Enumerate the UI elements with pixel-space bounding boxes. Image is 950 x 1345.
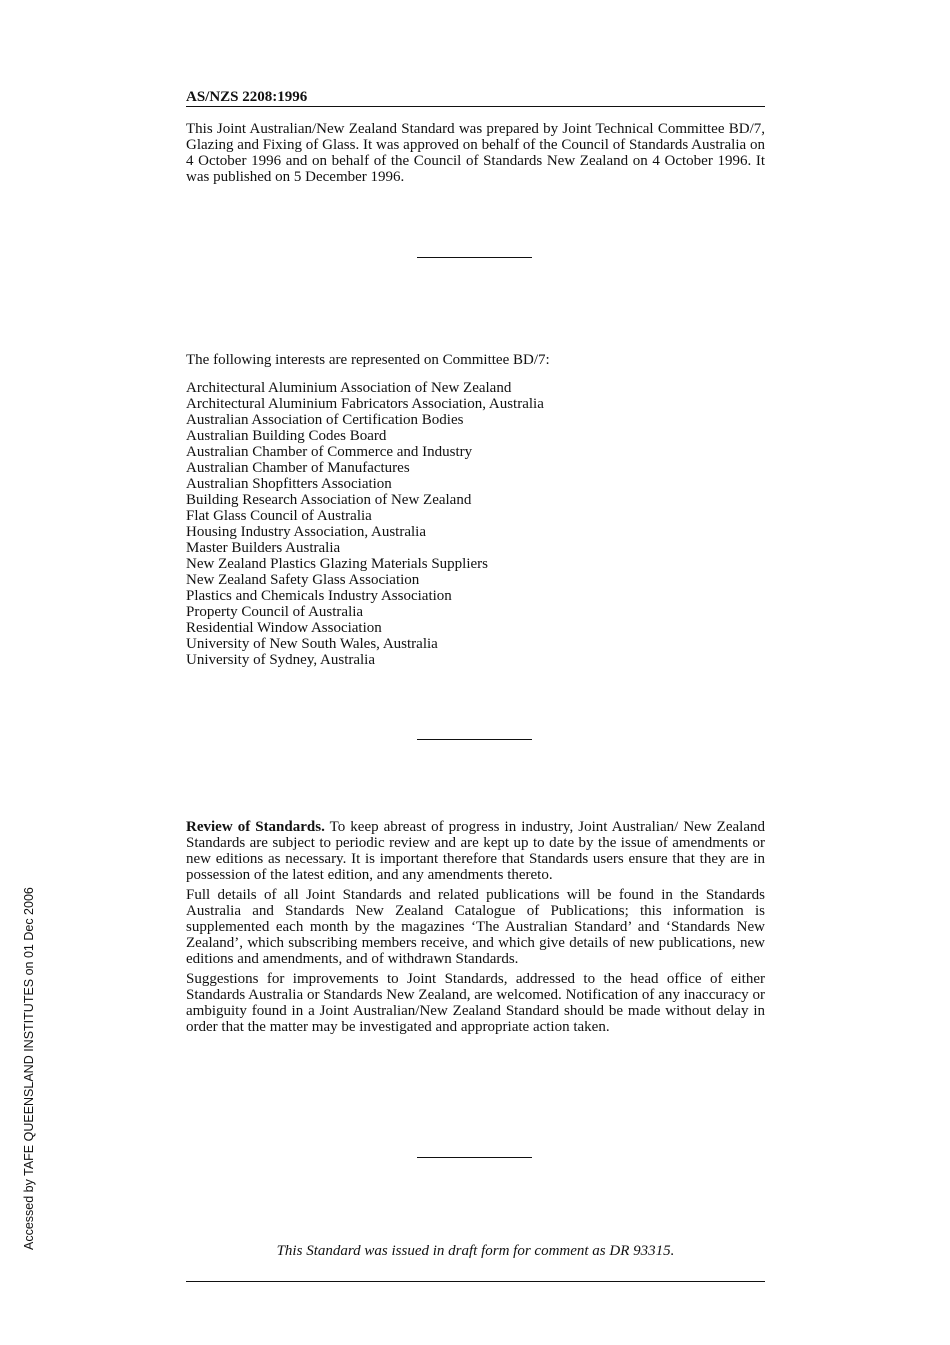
list-item: Building Research Association of New Zealand (186, 492, 472, 508)
review-paragraph-3: Suggestions for improvements to Joint Standards, addressed to the head office of either Standards Australia or Standards New Zealand, are welcomed. Notification of any inaccuracy or ambiguity found in a Joint Australian/New Zealand Standard should be made without delay in order that the matter may be investigated and appropriate action taken. (186, 971, 765, 1035)
section-divider-2 (417, 739, 532, 740)
access-watermark: Accessed by TAFE QUEENSLAND INSTITUTES on 01 Dec 2006 (22, 887, 36, 1250)
list-item: University of Sydney, Australia (186, 652, 376, 668)
list-item: Flat Glass Council of Australia (186, 508, 372, 524)
draft-note: This Standard was issued in draft form for comment as DR 93315. (276, 1243, 675, 1259)
list-item: Australian Chamber of Commerce and Industry (186, 444, 473, 460)
review-paragraph-1-text: To keep abreast of progress in industry, Joint Australian/ New Zealand Standards are subject to periodic review and are kept up to date by the issue of amendments or new editions as necessary. It is important therefore that Standards users ensure that they are in possession of the latest edition, and any amendments thereto. (186, 819, 765, 883)
list-item: Architectural Aluminium Fabricators Association, Australia (186, 396, 544, 412)
list-item: Property Council of Australia (186, 604, 364, 620)
list-item: Australian Association of Certification Bodies (186, 412, 464, 428)
section-divider-1 (417, 257, 532, 258)
list-item: Australian Shopfitters Association (186, 476, 392, 492)
list-item: New Zealand Safety Glass Association (186, 572, 420, 588)
list-item: Residential Window Association (186, 620, 382, 636)
list-item: Architectural Aluminium Association of New Zealand (186, 380, 512, 396)
header-rule (186, 106, 765, 107)
list-item: Housing Industry Association, Australia (186, 524, 426, 540)
list-item: Plastics and Chemicals Industry Association (186, 588, 452, 604)
review-heading: Review of Standards. (186, 819, 325, 835)
interests-intro: The following interests are represented on Committee BD/7: (186, 352, 550, 368)
list-item: New Zealand Plastics Glazing Materials Suppliers (186, 556, 489, 572)
list-item: Australian Building Codes Board (186, 428, 387, 444)
footer-rule (186, 1281, 765, 1282)
list-item: Australian Chamber of Manufactures (186, 460, 410, 476)
list-item: Master Builders Australia (186, 540, 341, 556)
committee-member-list (186, 380, 544, 668)
review-paragraph-1 (186, 819, 765, 883)
standard-number: AS/NZS 2208:1996 (186, 89, 308, 105)
list-item: University of New South Wales, Australia (186, 636, 438, 652)
section-divider-3 (417, 1157, 532, 1158)
review-paragraph-2: Full details of all Joint Standards and related publications will be found in the Standards Australia and Standards New Zealand Catalogue of Publications; this information is supplemented each month by the magazines ‘The Australian Standard’ and ‘Standards New Zealand’, which subscribing members receive, and which give details of new publications, new editions and amendments, and of withdrawn Standards. (186, 887, 765, 967)
intro-paragraph: This Joint Australian/New Zealand Standard was prepared by Joint Technical Committee BD/7, Glazing and Fixing of Glass. It was approved on behalf of the Council of Standards Australia on 4 October 1996 and on behalf of the Council of Standards New Zealand on 4 October 1996. It was published on 5 December 1996. (186, 121, 765, 185)
review-of-standards-section (186, 819, 765, 1039)
